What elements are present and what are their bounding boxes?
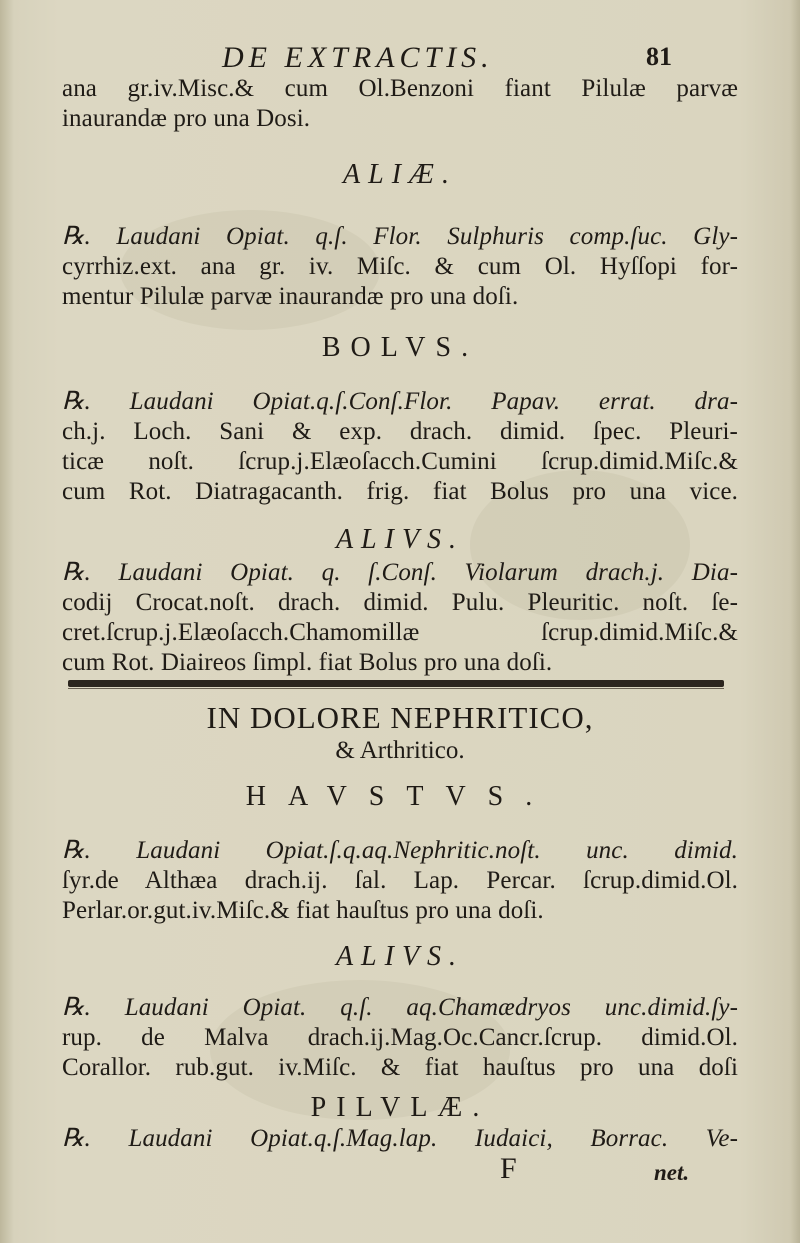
text-line: Corallor. rub.gut. iv.Miſc. & fiat hauſtus pro una doſi	[62, 1054, 738, 1081]
section-heading: PILVLÆ.	[310, 1092, 490, 1123]
text-line: ℞. Laudani Opiat. q.ſ. aq.Chamædryos unc.dimid.ſy-	[62, 994, 738, 1021]
text-line: inaurandæ pro una Dosi.	[62, 105, 311, 132]
text-line: ℞. Laudani Opiat. q.ſ. Flor. Sulphuris comp.ſuc. Gly-	[62, 223, 738, 250]
signature-mark: F	[500, 1152, 517, 1185]
text-line: ℞. Laudani Opiat.ſ.q.aq.Nephritic.noſt. unc. dimid.	[62, 837, 738, 864]
text-line: codij Crocat.noſt. drach. dimid. Pulu. Pleuritic. noſt. ſe-	[62, 589, 738, 616]
text-line: Perlar.or.gut.iv.Miſc.& fiat hauſtus pro una doſi.	[62, 897, 544, 924]
text-line: ch.j. Loch. Sani & exp. drach. dimid. ſpec. Pleuri-	[62, 418, 738, 445]
section-heading: BOLVS.	[321, 332, 479, 363]
section-heading: ALIVS.	[335, 941, 465, 972]
section-heading: HAVSTVS.	[245, 781, 555, 812]
text-line: cret.ſcrup.j.Elæoſacch.Chamomillæ ſcrup.dimid.Miſc.&	[62, 619, 738, 646]
text-line: ſyr.de Althæa drach.ij. ſal. Lap. Percar. ſcrup.dimid.Ol.	[62, 867, 738, 894]
text-line: rup. de Malva drach.ij.Mag.Oc.Cancr.ſcrup. dimid.Ol.	[62, 1024, 738, 1051]
text-line: mentur Pilulæ parvæ inaurandæ pro una doſi.	[62, 283, 519, 310]
section-divider-rule	[68, 680, 724, 687]
text-line: cum Rot. Diaireos ſimpl. fiat Bolus pro una doſi.	[62, 649, 553, 676]
text-line: ℞. Laudani Opiat. q. ſ.Conſ. Violarum drach.j. Dia-	[62, 559, 738, 586]
section-heading: ALIÆ.	[343, 159, 457, 190]
text-line: ana gr.iv.Misc.& cum Ol.Benzoni fiant Pilulæ parvæ	[62, 75, 738, 102]
running-title: DE EXTRACTIS.	[222, 41, 494, 74]
page-number: 81	[646, 42, 672, 71]
chapter-title: IN DOLORE NEPHRITICO,	[206, 700, 594, 735]
text-line: cum Rot. Diatragacanth. frig. fiat Bolus pro una vice.	[62, 478, 738, 505]
chapter-subtitle: & Arthritico.	[335, 737, 465, 764]
text-line: ℞. Laudani Opiat.q.ſ.Mag.lap. Iudaici, Borrac. Ve-	[62, 1125, 738, 1152]
catchword: net.	[654, 1160, 690, 1185]
text-line: ticæ noſt. ſcrup.j.Elæoſacch.Cumini ſcrup.dimid.Miſc.&	[62, 448, 738, 475]
text-line: ℞. Laudani Opiat.q.ſ.Conſ.Flor. Papav. errat. dra-	[62, 388, 738, 415]
section-heading: ALIVS.	[335, 524, 465, 555]
text-line: cyrrhiz.ext. ana gr. iv. Miſc. & cum Ol. Hyſſopi for-	[62, 253, 738, 280]
